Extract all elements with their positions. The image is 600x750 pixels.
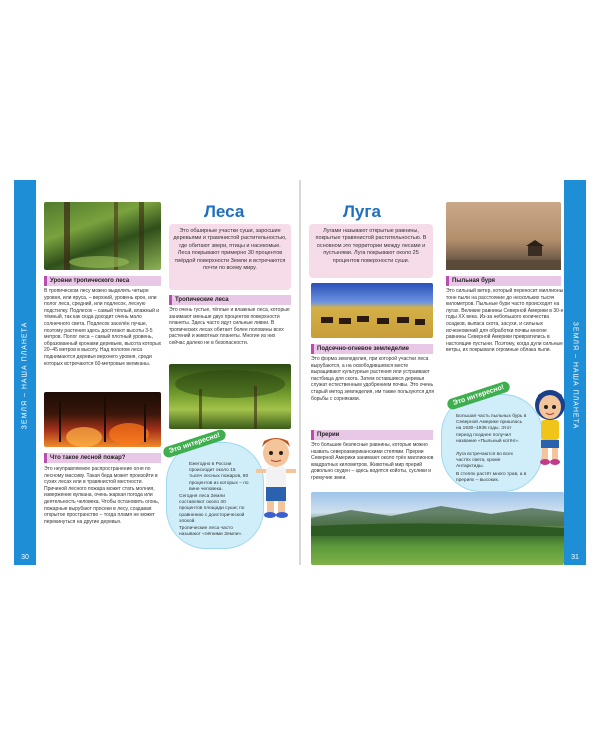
left-page-number: 30 [21,554,29,561]
book-spread [14,180,586,565]
tropical-levels-text: В тропическом лесу можно выделить четыре уровня, или яруса, – верхний, уровень крон, или полог леса, средний, или подлесок, лесную подстилку. Подлесок – самый тёплый, влажный и тёмный, так как сюда доходит очень мало солнечного света. Подлесок заселён лучше, поэтому растения здесь достигают высоты 3-5 метров. Полог леса – самый плотный уровень, образованный кронами деревьев, высота которых 20–45 метров в высоту. Над пологом леса поднимаются деревья верхнего уровня, среди которых встречаются 60-метровые великаны. [44,288,162,367]
dust-storm-photo [446,202,561,270]
tropical-forests-text: Это очень густые, тёплые и влажные леса, которые занимают меньше двух процентов поверхности планеты. Здесь часто идут сильные ливни. В тропических лесах обитает более половины всех растений и животных планеты. Многие из них сейчас далеко не в безопасности. [169,307,290,346]
forest-fire-heading: Что такое лесной пожар? [44,453,161,463]
right-side-strip [564,180,586,565]
dust-storm-text: Это сильный ветер, который переносит миллионы тонн пыли на расстояние до нескольких тысяч километров. Пыльные бури часто происходят на лугах. Великие равнины Северной Америки в 30-е годы XX века. Из-за небольшого количества осадков, выпаса скота, засухи, и сильных исчезновений для обработки почвы многие равнины Северной Америки превратились в настоящие пустыни. Поэтому, когда дули сильные ветры, их покрывали огромные облака пыли. [446,288,564,354]
left-interesting-item-2: Сегодня леса Земли составляют около 30 процентов площади суши; по сравнению с доисторической эпохой. [179,494,245,524]
forests-intro: Это обширные участки суши, заросшие деревьями и травянистой растительностью, где обитают звери, птицы и насекомые. Леса покрывают примерно 30 процентов твёрдой поверхности Земли и встречаются почти по всему миру. [169,224,291,290]
farmland-heading: Подсечно-огневое земледелие [311,344,433,354]
meadows-title: Луга [343,202,381,221]
right-interesting-item-1: Большая часть пыльных бурь в Северной Америке пришлась на 1930–1936 годы. Этот период позднее получил название «Пыльный котёл». [456,414,527,444]
cattle-field-photo [311,283,433,338]
left-interesting-item-3: Тропические леса часто называют «лёгкими Земли». [179,526,243,538]
green-forest-photo [169,364,291,429]
tropical-forests-heading: Тропические леса [169,295,291,305]
cartoon-girl-illustration [529,385,571,470]
left-interesting-tag: Это интересно! [162,428,227,459]
forest-fire-photo [44,392,161,447]
cartoon-boy-illustration [254,435,298,520]
right-interesting-tag: Это интересно! [446,380,511,411]
farmland-text: Это форма земледелия, при которой участки леса вырубаются, а на освободившемся месте выращивают культурные растения или устраивают пастбища для скота. Затем оставшиеся деревья служат естественным удобрением почвы. Это очень старый метод земледелия, им также пользуются для борьбы с сорняками. [311,356,435,402]
right-side-label: ЗЕМЛЯ – НАША ПЛАНЕТА [571,321,579,429]
right-interesting-item-3: В степях растёт много трав, а в прериях – высоких. [456,472,527,484]
right-page [301,180,586,565]
tropical-forest-photo [44,202,161,270]
meadows-intro: Лугами называют открытые равнины, покрытые травянистой растительностью. В основном это территории между лесами и пустынями. Луга покрывают около 25 процентов поверхности суши. [309,224,433,278]
prairie-text: Это большие безлесные равнины, которые можно назвать североамериканскими степями. Прерии Северной Америки занимают около трёх миллионов квадратных километров. Животный мир прерий довольно скуден – здесь водятся койоты, суслики и гремучие змеи. [311,442,434,481]
left-page [14,180,299,565]
prairie-landscape-photo [311,492,564,565]
left-interesting-item-1: Ежегодно в России происходит около 15 тысяч лесных пожаров, 80 процентов из которых – по вине человека. [189,462,249,492]
prairie-heading: Прерии [311,430,433,440]
left-side-label: ЗЕМЛЯ – НАША ПЛАНЕТА [21,321,29,429]
right-page-number: 31 [571,554,579,561]
forest-fire-text: Это неуправляемое распространение огня по лесному массиву. Такая беда может произойти в сухих лесах или в травянистой местности. Причиной лесного пожара может стать молния, извержение вулкана, очень жаркая погода или деятельность человека. Чтобы остановить огонь, пожарные вырубают просеки в лесу, создавая открытое пространство – тогда пламя не может перекинуться на другие деревья. [44,466,160,525]
dust-storm-heading: Пыльная буря [446,276,561,286]
tropical-levels-heading: Уровни тропического леса [44,276,161,286]
left-side-strip [14,180,36,565]
right-interesting-item-2: Луга встречаются во всех частях света, кроме Антарктиды. [456,452,513,470]
forests-title: Леса [204,202,245,221]
